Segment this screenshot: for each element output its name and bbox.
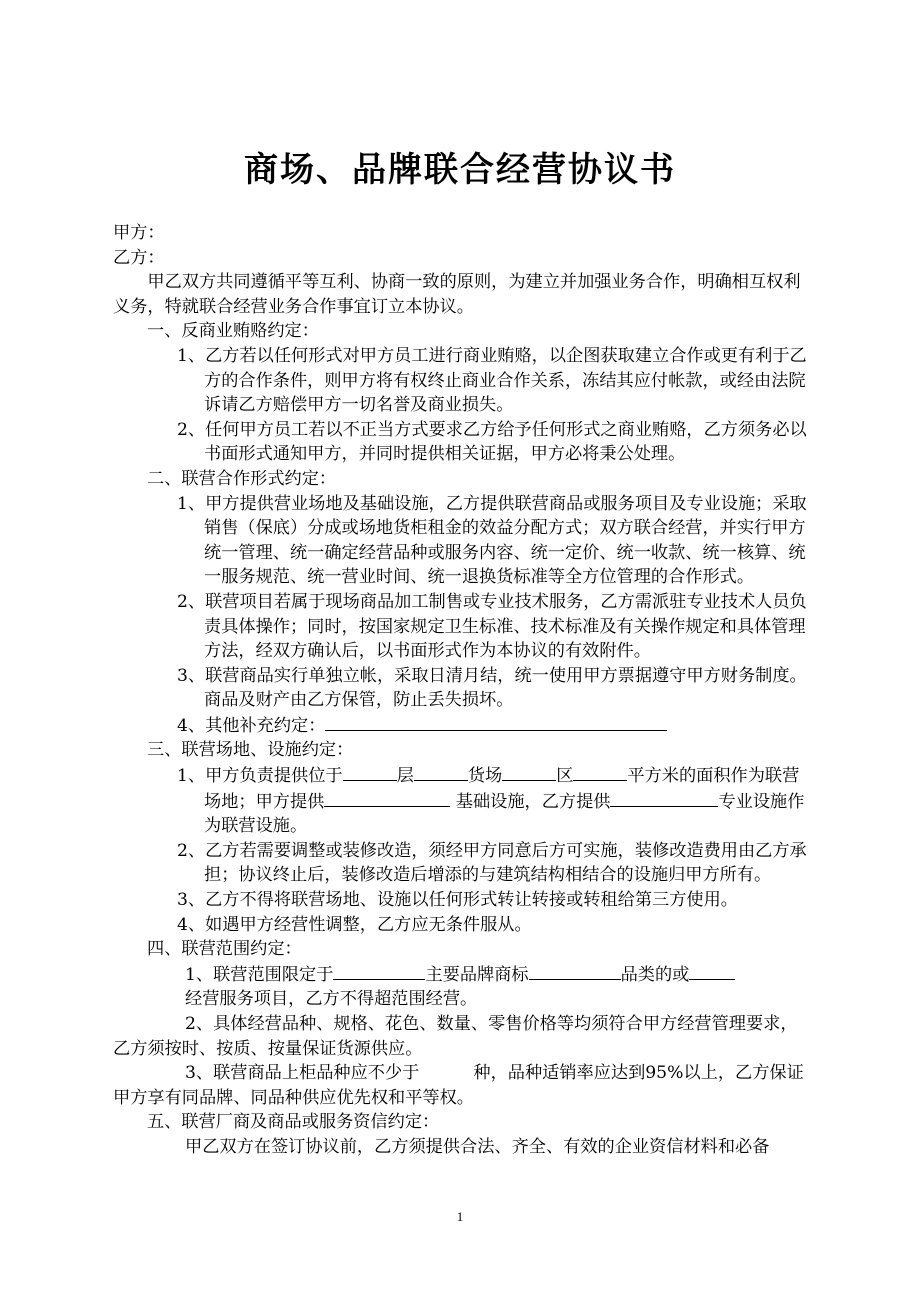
text-segment: 区 [556,766,574,787]
section-1-item-1: 1、乙方若以任何形式对甲方员工进行商业贿赂，以企图获取建立合作或更有利于乙方的合作条件，则甲方将有权终止商业合作关系，冻结其应付帐款，或经由法院诉请乙方赔偿甲方一切名誉及商业损失。 [177,345,807,416]
blank-line [343,763,397,781]
blank-line [502,763,556,781]
section-2-heading: 二、联营合作形式约定： [147,468,337,489]
section-1-item-2: 2、任何甲方员工若以不正当方式要求乙方给予任何形式之商业贿赂，乙方须务必以书面形式通知甲方，并同时提供相关证据，甲方必将秉公处理。 [177,419,807,465]
intro-paragraph: 甲乙双方共同遵循平等互利、协商一致的原则，为建立并加强业务合作，明确相互权利义务，特就联合经营业务合作事宜订立本协议。 [113,272,801,317]
section-2-item-1: 1、甲方提供营业场地及基础设施，乙方提供联营商品或服务项目及专业设施；采取销售（保底）分成或场地货柜租金的效益分配方式；双方联合经营，并实行甲方统一管理、统一确定经营品种或服务内容、统一定价、统一收款、统一核算、统一服务规范、统一营业时间、统一退换货标准等全方位管理的合作形式。 [177,493,807,588]
section-4-item-2: 2、具体经营品种、规格、花色、数量、零售价格等均须符合甲方经营管理要求，乙方须按时、按质、按量保证货源供应。 [113,1014,798,1059]
text-segment: 主要品牌商标 [425,964,529,985]
section-2-item-2: 2、联营项目若属于现场商品加工制售或专业技术服务，乙方需派驻专业技术人员负责具体操作；同时，按国家规定卫生标准、技术标准及有关操作规定和具体管理方法，经双方确认后，以书面形式作为本协议的有效附件。 [177,591,807,662]
text-segment: 品类的或 [620,964,690,985]
section-2-item-4 [113,713,813,739]
blank-line [689,962,735,980]
section-3-item-2: 2、乙方若需要调整或装修改造，须经甲方同意后方可实施，装修改造费用由乙方承担；协议终止后，装修改造后增添的与建筑结构相结合的设施归甲方所有。 [177,840,807,886]
section-3-item-4: 4、如遇甲方经营性调整，乙方应无条件服从。 [177,914,532,935]
blank-line [414,763,468,781]
party-b-label: 乙方： [113,247,165,268]
text-segment: 3、联营商品上柜品种应不少于 [185,1063,420,1084]
text-segment: 平方米的面积作为联营场地；甲方提供 [204,766,800,812]
section-5-heading: 五、联营厂商及商品或服务资信约定： [147,1112,440,1133]
text-segment: 层 [396,766,414,787]
section-4-heading: 四、联营范围约定： [147,939,302,960]
section-4-item-3 [113,1061,813,1110]
text-segment: 种，品种适销率应达到95%以上，乙方保证甲方享有同品牌、同品种供应优先权和平等权。 [113,1063,804,1108]
text-segment: 经营服务项目，乙方不得超范围经营。 [185,989,478,1010]
text-segment: 基础设施，乙方提供 [450,791,611,812]
section-1-heading: 一、反商业贿赂约定： [147,321,319,342]
blank-line [333,962,425,980]
section-2-item-3: 3、联营商品实行单独立帐，采取日清月结，统一使用甲方票据遵守甲方财务制度。商品及财产由乙方保管，防止丢失损坏。 [177,665,807,711]
section-2-item-4-text: 4、其他补充约定： [177,715,326,736]
text-segment: 货场 [467,766,503,787]
text-segment: 1、联营范围限定于 [185,964,334,985]
party-a-label: 甲方： [113,223,165,243]
blank-line [573,763,627,781]
page-number: 1 [456,1209,464,1224]
section-3-item-1 [113,763,813,839]
section-5-paragraph: 甲乙双方在签订协议前，乙方须提供合法、齐全、有效的企业资信材料和必备 [185,1136,770,1157]
blank-line [610,789,718,807]
blank-line [325,713,667,731]
section-3-item-3: 3、乙方不得将联营场地、设施以任何形式转让转接或转租给第三方使用。 [177,890,738,911]
section-3-heading: 三、联营场地、设施约定： [147,740,354,761]
blank-line [529,962,621,980]
document-title: 商场、品牌联合经营协议书 [244,150,676,190]
text-segment: 1、甲方负责提供位于 [177,766,343,787]
section-4-item-1 [113,962,813,1012]
blank-line [324,789,450,807]
document-body [113,221,813,1160]
text-segment: 专业设施作为联营设施。 [204,791,805,837]
